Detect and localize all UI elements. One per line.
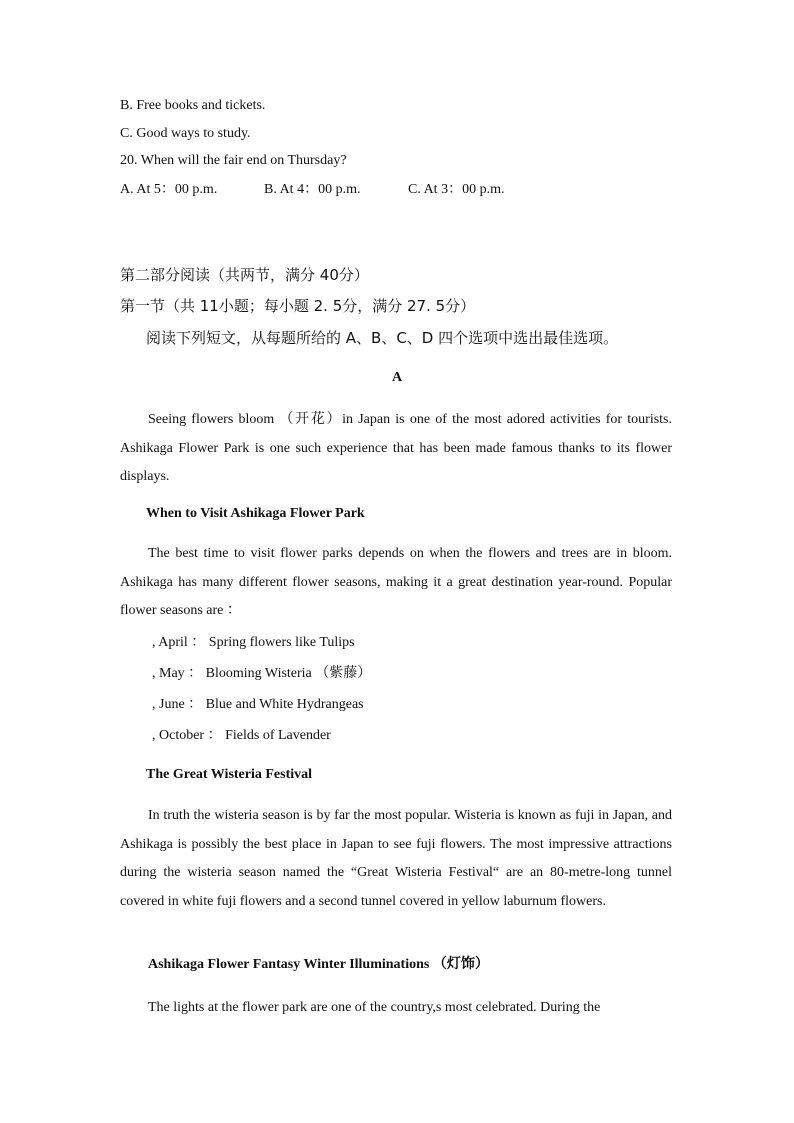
section1-title: 第一节（共 11小题；每小题 2. 5分，满分 27. 5分） xyxy=(120,297,476,315)
q20-options xyxy=(120,181,504,199)
q19-option-c: C. Good ways to study. xyxy=(120,126,251,141)
heading-winter-illuminations: Ashikaga Flower Fantasy Winter Illuminations （灯饰） xyxy=(148,957,489,972)
q20-stem: 20. When will the fair end on Thursday? xyxy=(120,153,347,168)
q20-option-a: A. At 5：00 p.m. xyxy=(120,182,218,197)
season-april: , April ： Spring flowers like Tulips xyxy=(152,635,355,650)
q20-option-c: C. At 3：00 p.m. xyxy=(408,182,505,197)
q19-option-b: B. Free books and tickets. xyxy=(120,98,266,113)
paragraph-seasons: The best time to visit flower parks depends on when the flowers and trees are in bloom. Ashikaga has many different flower seasons, making it a great destination year-round. Popular flower seasons are ： xyxy=(120,546,672,618)
season-june: , June ： Blue and White Hydrangeas xyxy=(152,697,364,712)
paragraph-illuminations: The lights at the flower park are one of the country,s most celebrated. During the xyxy=(148,1000,601,1015)
reading-instruction: 阅读下列短文，从每题所给的 A、B、C、D 四个选项中选出最佳选项。 xyxy=(146,329,619,347)
heading-wisteria-festival: The Great Wisteria Festival xyxy=(146,767,313,782)
season-may: , May ： Blooming Wisteria （紫藤） xyxy=(152,666,372,681)
passage-intro: Seeing flowers bloom （开花）in Japan is one of the most adored activities for tourists. Ashikaga Flower Park is one such experience that has been made famous thanks to its flower displays. xyxy=(120,412,672,484)
part2-title: 第二部分阅读（共两节，满分 40分） xyxy=(120,266,369,284)
q20-option-b: B. At 4：00 p.m. xyxy=(264,182,361,197)
passage-label: A xyxy=(391,370,403,385)
paragraph-wisteria: In truth the wisteria season is by far the most popular. Wisteria is known as fuji in Japan, and Ashikaga is possibly the best place in Japan to see fuji flowers. The most impressive attractions during the wisteria season named the “Great Wisteria Festival“ are an 80-metre-long tunnel covered in white fuji flowers and a second tunnel covered in yellow laburnum flowers. xyxy=(120,808,672,909)
season-october: , October ： Fields of Lavender xyxy=(152,728,331,743)
heading-when-to-visit: When to Visit Ashikaga Flower Park xyxy=(146,506,365,521)
